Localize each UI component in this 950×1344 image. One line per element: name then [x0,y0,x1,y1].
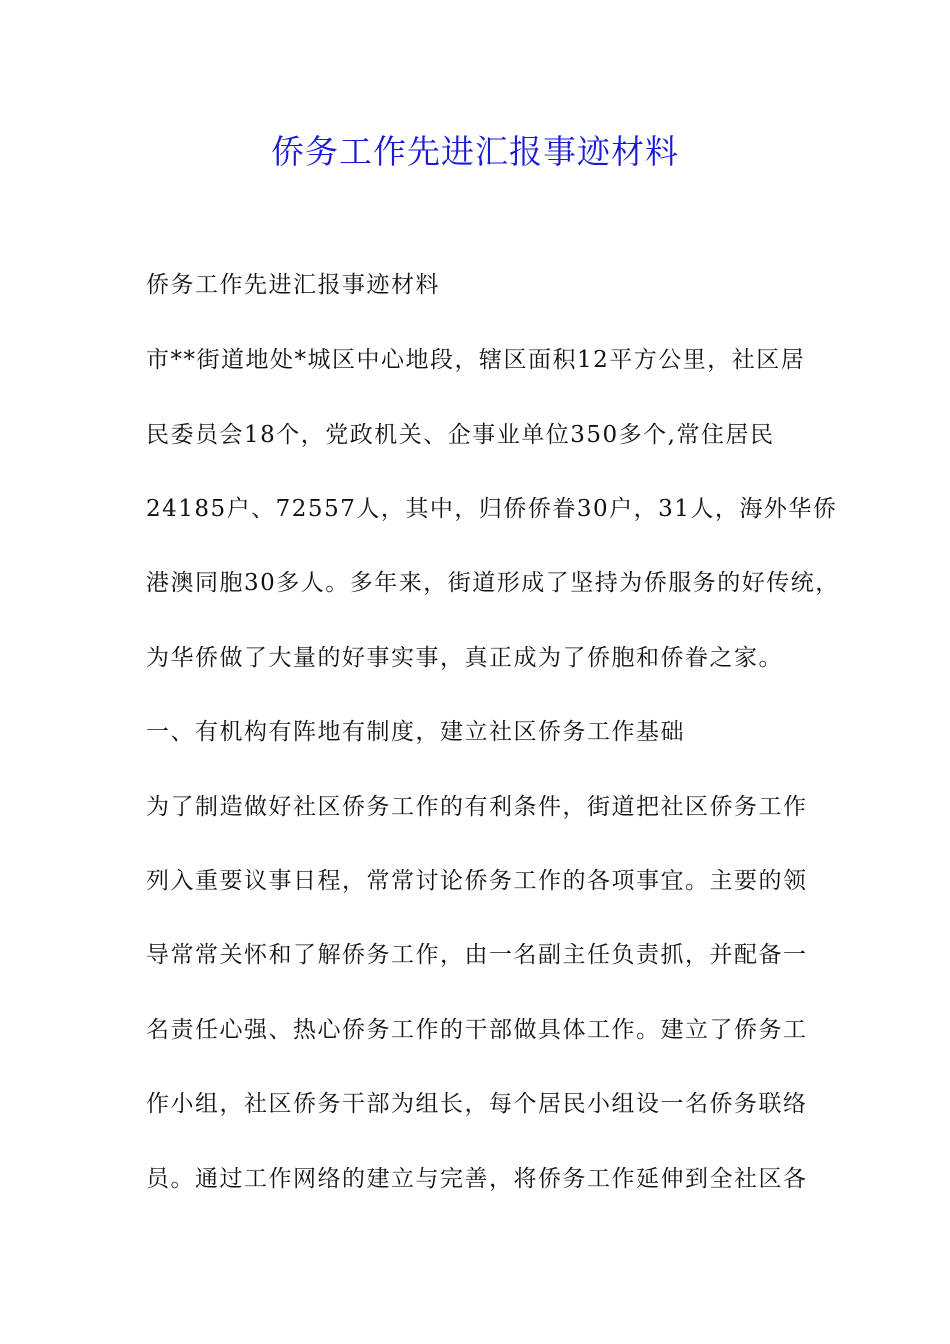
document-title: 侨务工作先进汇报事迹材料 [271,132,679,171]
body-line: 列入重要议事日程，常常讨论侨务工作的各项事宜。主要的领 [146,868,808,894]
body-line: 名责任心强、热心侨务工作的干部做具体工作。建立了侨务工 [146,1017,808,1043]
body-line: 作小组，社区侨务干部为组长，每个居民小组设一名侨务联络 [146,1091,808,1117]
section-heading: 一、有机构有阵地有制度，建立社区侨务工作基础 [146,719,685,745]
body-line: 港澳同胞30多人。多年来，街道形成了坚持为侨服务的好传统， [146,570,840,596]
body-line-subtitle: 侨务工作先进汇报事迹材料 [146,272,440,298]
body-line: 为华侨做了大量的好事实事，真正成为了侨胞和侨眷之家。 [146,645,783,671]
body-line: 市**街道地处*城区中心地段，辖区面积12平方公里，社区居 [146,347,806,373]
body-line: 员。通过工作网络的建立与完善，将侨务工作延伸到全社区各 [146,1166,808,1192]
body-line: 导常常关怀和了解侨务工作，由一名副主任负责抓，并配备一 [146,942,808,968]
body-line: 为了制造做好社区侨务工作的有利条件，街道把社区侨务工作 [146,794,808,820]
body-line: 民委员会18个，党政机关、企事业单位350多个,常住居民 [146,422,775,448]
body-line: 24185户、72557人，其中，归侨侨眷30户，31人，海外华侨 [146,496,838,522]
